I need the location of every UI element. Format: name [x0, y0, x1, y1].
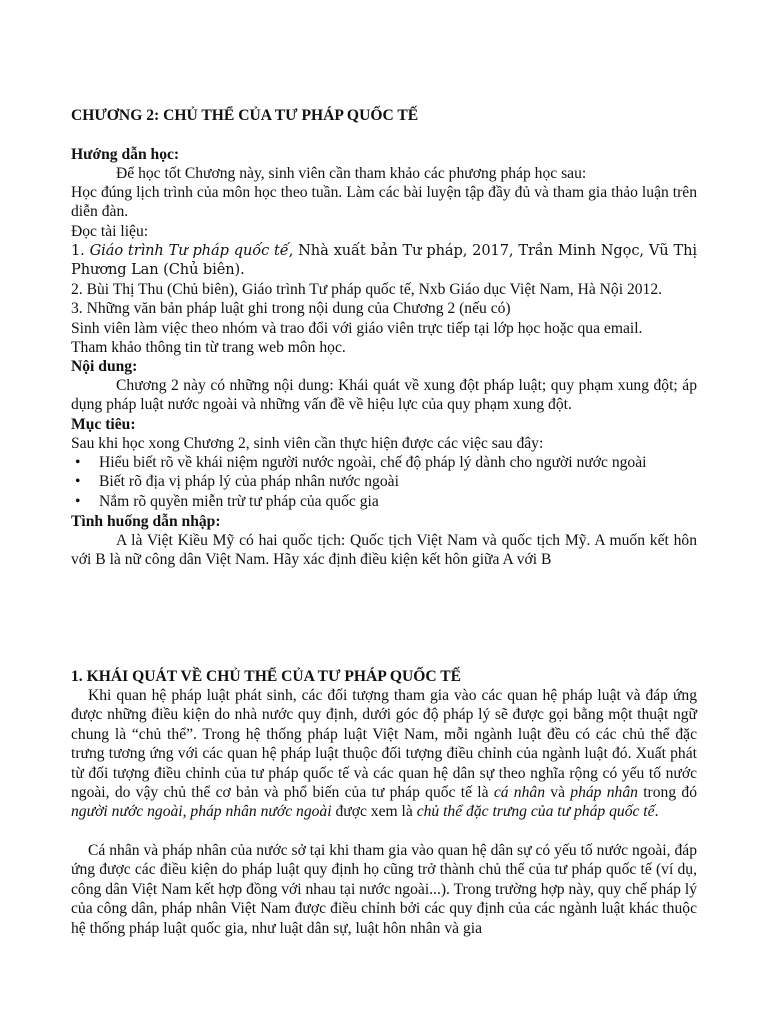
chapter-title: CHƯƠNG 2: CHỦ THỂ CỦA TƯ PHÁP QUỐC TẾ — [71, 107, 419, 124]
paragraph-text: được xem là — [331, 803, 417, 821]
guide-intro: Để học tốt Chương này, sinh viên cần tham khảo các phương pháp học sau: — [116, 165, 587, 182]
list-item: • Biết rõ địa vị pháp lý của pháp nhân nước ngoài — [71, 472, 697, 491]
list-item: • Nắm rõ quyền miễn trừ tư pháp của quốc gia — [71, 492, 697, 511]
objectives-heading: Mục tiêu: — [71, 416, 136, 433]
objectives-intro: Sau khi học xong Chương 2, sinh viên cần thực hiện được các việc sau đây: — [71, 435, 544, 452]
section-1-paragraph-1 — [71, 686, 697, 822]
term-legal-entity: pháp nhân — [570, 784, 638, 802]
paragraph-text: và — [545, 784, 571, 802]
guide-website: Tham khảo thông tin từ trang web môn học. — [71, 339, 346, 356]
list-item: • Hiểu biết rõ về khái niệm người nước ngoài, chế độ pháp lý dành cho người nước ngoài — [71, 453, 697, 472]
objectives-list — [71, 453, 697, 511]
section-1-heading: 1. KHÁI QUÁT VỀ CHỦ THỂ CỦA TƯ PHÁP QUỐC TẾ — [71, 668, 462, 685]
reference-1-details: , Nhà xuất bản Tư pháp, 2017, Trần Minh Ngọc, Vũ Thị Phương Lan (Chủ biên). — [71, 242, 697, 279]
reference-3: 3. Những văn bản pháp luật ghi trong nội dung của Chương 2 (nếu có) — [71, 300, 511, 317]
guide-group-work: Sinh viên làm việc theo nhóm và trao đổi với giáo viên trực tiếp tại lớp học hoặc qua email. — [71, 320, 643, 337]
scenario-heading: Tình huống dẫn nhập: — [71, 513, 221, 530]
reference-1 — [71, 241, 697, 280]
scenario-text: A là Việt Kiều Mỹ có hai quốc tịch: Quốc tịch Việt Nam và quốc tịch Mỹ. A muốn kết hôn với B là nữ công dân Việt Nam. Hãy xác định điều kiện kết hôn giữa A với B — [71, 532, 697, 569]
reference-2: 2. Bùi Thị Thu (Chủ biên), Giáo trình Tư pháp quốc tế, Nxb Giáo dục Việt Nam, Hà Nội 2012. — [71, 281, 663, 298]
term-individual: cá nhân — [493, 784, 545, 802]
guide-docs-label: Đọc tài liệu: — [71, 223, 149, 240]
guide-schedule: Học đúng lịch trình của môn học theo tuần. Làm các bài luyện tập đầy đủ và tham gia thảo luận trên diễn đàn. — [71, 184, 697, 221]
paragraph-text: . — [654, 803, 659, 821]
paragraph-text: trong đó — [637, 784, 697, 802]
guide-heading: Hướng dẫn học: — [71, 146, 180, 163]
content-text: Chương 2 này có những nội dung: Khái quát về xung đột pháp luật; quy phạm xung đột; áp dụng pháp luật nước ngoài và những vấn đề về hiệu lực của quy phạm xung đột. — [71, 377, 697, 414]
term-characteristic-subject: chủ thể đặc trưng của tư pháp quốc tế — [416, 803, 655, 821]
reference-1-number: 1. — [71, 242, 90, 259]
paragraph-text: Khi quan hệ pháp luật phát sinh, các đối tượng tham gia vào các quan hệ pháp luật và đáp ứng được những điều kiện do nhà nước quy định, dưới góc độ pháp lý sẽ được gọi bằng một thuật ngữ chung là “chủ thể”. Trong hệ thống pháp luật Việt Nam, mỗi ngành luật đều có các chủ thể đặc trưng tương ứng với các quan hệ pháp luật thuộc đối tượng điều chỉnh của ngành luật đó. Xuất phát từ đối tượng điều chỉnh của tư pháp quốc tế và các quan hệ dân sự theo nghĩa rộng có yếu tố nước ngoài, do vậy chủ thể cơ bản và phổ biến của tư pháp quốc tế là — [71, 687, 697, 802]
content-heading: Nội dung: — [71, 358, 138, 375]
reference-1-title: Giáo trình Tư pháp quốc tế — [89, 242, 289, 259]
term-foreigners: người nước ngoài, pháp nhân nước ngoài — [71, 803, 332, 821]
section-1-paragraph-2: Cá nhân và pháp nhân của nước sở tại khi tham gia vào quan hệ dân sự có yếu tố nước ngoài, đáp ứng được các điều kiện do pháp luật quy định họ cũng trở thành chủ thể của tư pháp quốc tế (ví dụ, công dân Việt Nam kết hợp đồng với nhau tại nước ngoài...). Trong trường hợp này, quy chế pháp lý của công dân, pháp nhân Việt Nam được điều chỉnh bởi các quy định của các ngành luật khác thuộc hệ thống pháp luật quốc gia, như luật dân sự, luật hôn nhân và gia — [71, 842, 697, 937]
